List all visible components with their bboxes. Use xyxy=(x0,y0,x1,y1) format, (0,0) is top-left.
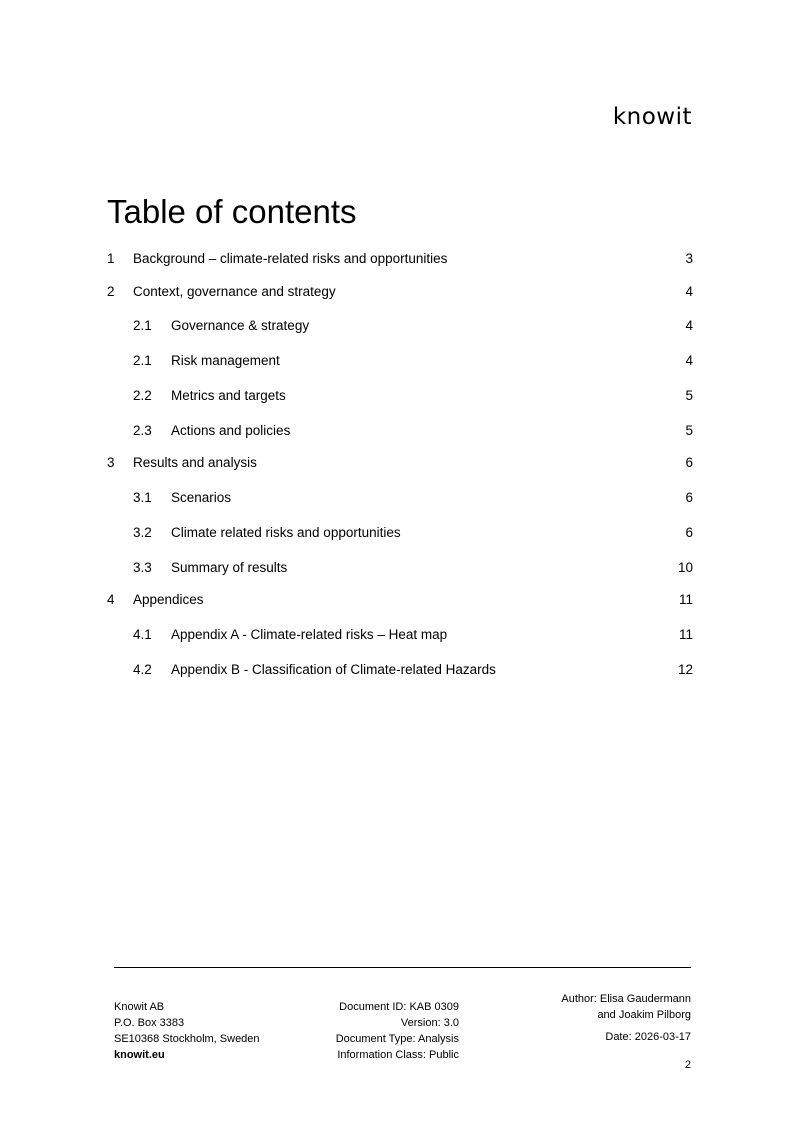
toc-entry[interactable] xyxy=(107,453,693,473)
footer-author-continued: and Joakim Pilborg xyxy=(597,1009,691,1021)
footer-company: Knowit AB xyxy=(114,1001,165,1013)
footer-document-block xyxy=(300,999,459,1063)
toc-entry-label: Background – climate-related risks and opportunities xyxy=(133,251,448,266)
toc-entry-page: 4 xyxy=(685,284,693,299)
footer-divider xyxy=(114,967,691,968)
toc-entry-number: 4.2 xyxy=(133,662,152,677)
toc-entry-number: 3.1 xyxy=(133,490,152,505)
knowit-logo: knowit xyxy=(612,104,692,130)
page-number: 2 xyxy=(684,1059,691,1071)
toc-entry-label: Metrics and targets xyxy=(171,388,286,403)
footer-author: Author: Elisa Gaudermann xyxy=(561,993,691,1005)
toc-title: Table of contents xyxy=(107,193,357,230)
toc-subentry[interactable] xyxy=(107,351,693,371)
toc-entry-number: 2 xyxy=(107,284,115,299)
toc-entry-label: Context, governance and strategy xyxy=(133,284,336,299)
toc-entry-number: 3.2 xyxy=(133,525,152,540)
toc-entry-label: Scenarios xyxy=(171,490,232,505)
toc-entry-label: Actions and policies xyxy=(171,423,291,438)
toc-entry-label: Summary of results xyxy=(171,560,288,575)
toc-entry-label: Appendix A - Climate-related risks – Heat map xyxy=(171,627,448,642)
toc-entry[interactable] xyxy=(107,590,693,610)
toc-subentry[interactable] xyxy=(107,558,693,578)
toc-entry-number: 3.3 xyxy=(133,560,152,575)
footer-document-id: Document ID: KAB 0309 xyxy=(339,1001,459,1013)
toc-entry-page: 12 xyxy=(677,662,693,677)
footer-company-block xyxy=(114,999,260,1063)
toc-entry-label: Results and analysis xyxy=(133,455,257,470)
toc-subentry[interactable] xyxy=(107,523,693,543)
toc-entry-label: Climate related risks and opportunities xyxy=(171,525,401,540)
toc-entry-page: 4 xyxy=(685,318,693,333)
toc-entry-number: 2.2 xyxy=(133,388,152,403)
footer-website-link[interactable]: knowit.eu xyxy=(114,1049,165,1061)
toc-subentry[interactable] xyxy=(107,660,693,680)
toc-subentry[interactable] xyxy=(107,316,693,336)
toc-entry-number: 1 xyxy=(107,251,115,266)
toc-entry-number: 4.1 xyxy=(133,627,152,642)
toc-entry-page: 5 xyxy=(685,388,693,403)
toc-subentry[interactable] xyxy=(107,421,693,441)
toc-entry[interactable] xyxy=(107,249,693,269)
footer-address: SE10368 Stockholm, Sweden xyxy=(114,1033,260,1045)
footer-document-type: Document Type: Analysis xyxy=(335,1033,459,1045)
toc-subentry[interactable] xyxy=(107,625,693,645)
toc-entry-label: Appendix B - Classification of Climate-related Hazards xyxy=(171,662,496,677)
footer-date: Date: 2026-03-17 xyxy=(605,1031,691,1043)
toc-entry-label: Risk management xyxy=(171,353,280,368)
toc-entry[interactable] xyxy=(107,282,693,302)
toc-entry-number: 2.1 xyxy=(133,353,152,368)
toc-subentry[interactable] xyxy=(107,386,693,406)
toc-entry-number: 2.3 xyxy=(133,423,152,438)
footer-author-block xyxy=(520,991,691,1073)
toc-subentry[interactable] xyxy=(107,488,693,508)
toc-entry-page: 4 xyxy=(685,353,693,368)
toc-entry-page: 6 xyxy=(685,455,693,470)
toc-entry-page: 5 xyxy=(685,423,693,438)
toc-entry-number: 4 xyxy=(107,592,115,607)
toc-entry-number: 2.1 xyxy=(133,318,152,333)
toc-entry-page: 11 xyxy=(678,592,693,607)
toc-entry-label: Appendices xyxy=(133,592,204,607)
toc-entry-page: 6 xyxy=(685,525,693,540)
toc-entry-number: 3 xyxy=(107,455,115,470)
toc-entry-label: Governance & strategy xyxy=(171,318,310,333)
toc-entry-page: 3 xyxy=(685,251,693,266)
footer-po-box: P.O. Box 3383 xyxy=(114,1017,185,1029)
toc-entry-page: 10 xyxy=(677,560,693,575)
footer-information-class: Information Class: Public xyxy=(337,1049,459,1061)
toc-entry-page: 6 xyxy=(685,490,693,505)
footer-version: Version: 3.0 xyxy=(400,1017,459,1029)
toc-entry-page: 11 xyxy=(678,627,693,642)
